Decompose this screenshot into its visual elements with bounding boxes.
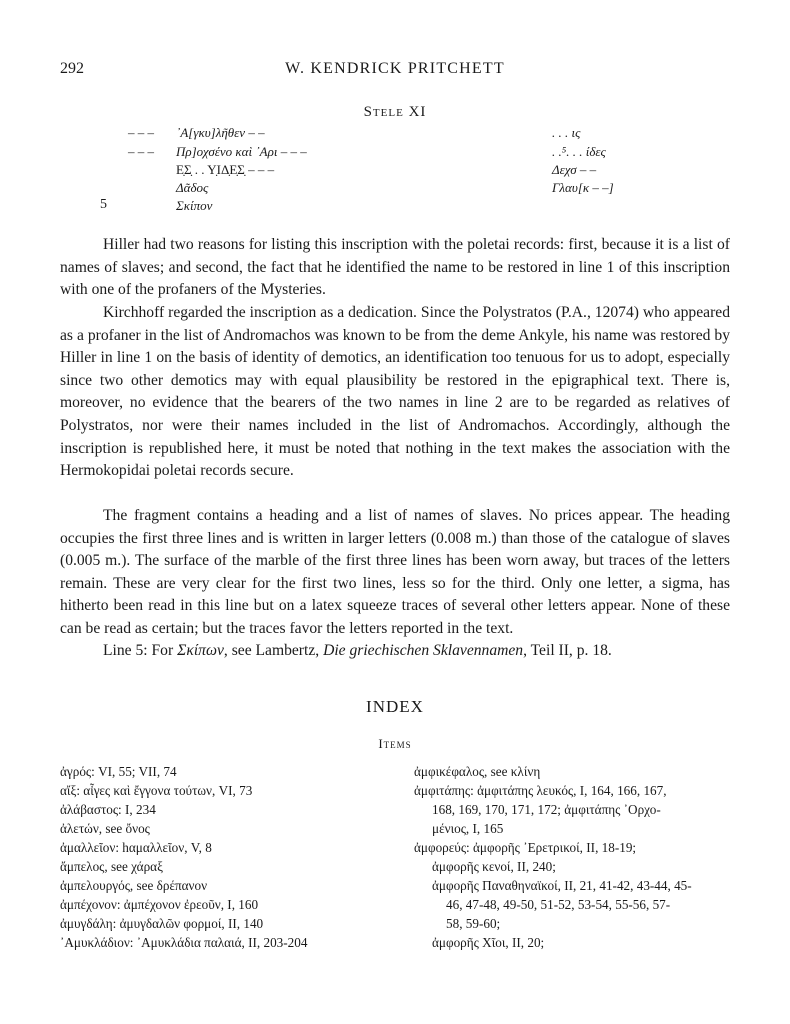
- running-title: W. KENDRICK PRITCHETT: [285, 60, 505, 77]
- index-entry-continuation: 46, 47-48, 49-50, 51-52, 53-54, 55-56, 57-: [446, 897, 671, 912]
- index-entry: ἀμφικέφαλος, see κλίνη: [414, 764, 541, 779]
- index-entry: ἀμυγδάλη: ἀμυγδαλῶν φορμοί, II, 140: [60, 916, 264, 931]
- index-entry: ἀμφιτάπης: ἀμφιτάπης λευκός, I, 164, 166, 167,: [414, 783, 667, 798]
- index-entry: ἀλετών, see ὄνος: [60, 821, 150, 836]
- index-title: INDEX: [366, 697, 424, 716]
- index-subtitle: Items: [378, 736, 412, 751]
- stele-line-3-text: Ε̣Σ̣ . . Υ̣ΙΔ̣Ε̣Σ̣ – – –: [176, 162, 275, 177]
- line5-prefix: Line 5: For: [103, 642, 178, 659]
- line5-mid: , see Lambertz,: [223, 642, 324, 659]
- index-entry: ἀμπελουργός, see δρέπανον: [60, 878, 208, 893]
- stele-line-4-right: Γλαυ[κ – –]: [552, 180, 614, 195]
- paragraph-hiller: Hiller had two reasons for listing this inscription with the poletai records: first, because it is a list of names of slaves; and second, the fact that he identified the name to be restored in line 1 of this inscription with one of the profaners of the Mysteries.: [60, 236, 730, 299]
- index-entry-continuation: μένιος, I, 165: [432, 821, 504, 836]
- index-entry: ἀμαλλεῖον: hαμαλλεῖον, V, 8: [60, 840, 212, 855]
- index-entry: ἀλάβαστος: I, 234: [60, 802, 156, 817]
- index-entry-continuation: 58, 59-60;: [446, 916, 501, 931]
- stele-line-2-text: Πρ]οχσένο καὶ ᾽Αρι – – –: [176, 144, 307, 159]
- line5-book-title: Die griechischen Sklavennamen: [323, 642, 524, 659]
- stele-line-3-right: Δεχσ – –: [552, 162, 597, 177]
- index-entry-continuation: 168, 169, 170, 171, 172; ἀμφιτάπης ᾽Ορχο-: [432, 802, 661, 817]
- index-entry: ἀγρός: VI, 55; VII, 74: [60, 764, 177, 779]
- page-number: 292: [60, 60, 84, 77]
- index-entry: αἴξ: αἶγες καὶ ἔγγονα τούτων, VI, 73: [60, 783, 253, 798]
- stele-line-4-text: Δᾶδος: [176, 180, 209, 195]
- index-subentry: ἀμφορῆς Χῖοι, II, 20;: [432, 935, 545, 950]
- stele-line-number: 5: [100, 197, 107, 212]
- stele-title: Stele XI: [363, 104, 427, 120]
- index-entry: ἄμπελος, see χάραξ: [60, 859, 163, 874]
- line5-greek-name: Σκίπων: [177, 642, 224, 659]
- paragraph-fragment: The fragment contains a heading and a list of names of slaves. No prices appear. The heading occupies the first three lines and is written in larger letters (0.008 m.) than those of the catalogue of slaves (0.005 m.). The surface of the marble of the first three lines has been worn away, but traces of the letters remain. These are very clear for the first two lines, less so for the third. Only one letter, a sigma, has hitherto been read in this line but on a latex squeeze traces of several other letters appear. None of these can be read as certain; but the traces favor the letters reported in the text.: [60, 507, 730, 637]
- stele-line-1-text: ᾽Α[γκυ]λῆθεν – –: [176, 125, 265, 140]
- index-entry: ᾽Αμυκλάδιον: ᾽Αμυκλάδια παλαιά, II, 203-204: [60, 935, 308, 950]
- index-subentry: ἀμφορῆς κενοί, II, 240;: [432, 859, 556, 874]
- stele-line-1-right: . . . ις: [552, 125, 581, 140]
- line5-suffix: , Teil II, p. 18.: [523, 642, 612, 659]
- paragraph-kirchhoff: Kirchhoff regarded the inscription as a dedication. Since the Polystratos (P.A., 12074) who appeared as a profaner in the list of Andromachos was known to be from the deme Ankyle, his name was restored by Hiller in line 1 on the basis of identity of demotics, an identification too tenuous for us to adopt, especially since two other demotics may with equal plausibility be restored in the epigraphical text. There is, moreover, no evidence that the bearers of the two names in line 2 are to be regarded as relatives of Polystratos, nor were their names included in the list of Andromachos. Accordingly, although the inscription is republished here, it must be noted that nothing in the text makes the association with the Hermokopidai poletai records secure.: [60, 304, 730, 480]
- stele-line-1-dash: – – –: [128, 125, 154, 140]
- stele-line-2-dash: – – –: [128, 144, 154, 159]
- index-entry: ἀμπέχονον: ἀμπέχονον ἐρεοῦν, I, 160: [60, 897, 259, 912]
- stele-line-5-text: Σκίπον: [176, 198, 213, 213]
- index-subentry: ἀμφορῆς Παναθηναϊκοί, II, 21, 41-42, 43-44, 45-: [432, 878, 692, 893]
- index-entry: ἀμφορεύς: ἀμφορῆς ᾽Ερετρικοί, II, 18-19;: [414, 840, 637, 855]
- stele-line-2-right: . .⁵. . . ίδες: [552, 144, 606, 159]
- paragraph-line5-note: [60, 640, 730, 663]
